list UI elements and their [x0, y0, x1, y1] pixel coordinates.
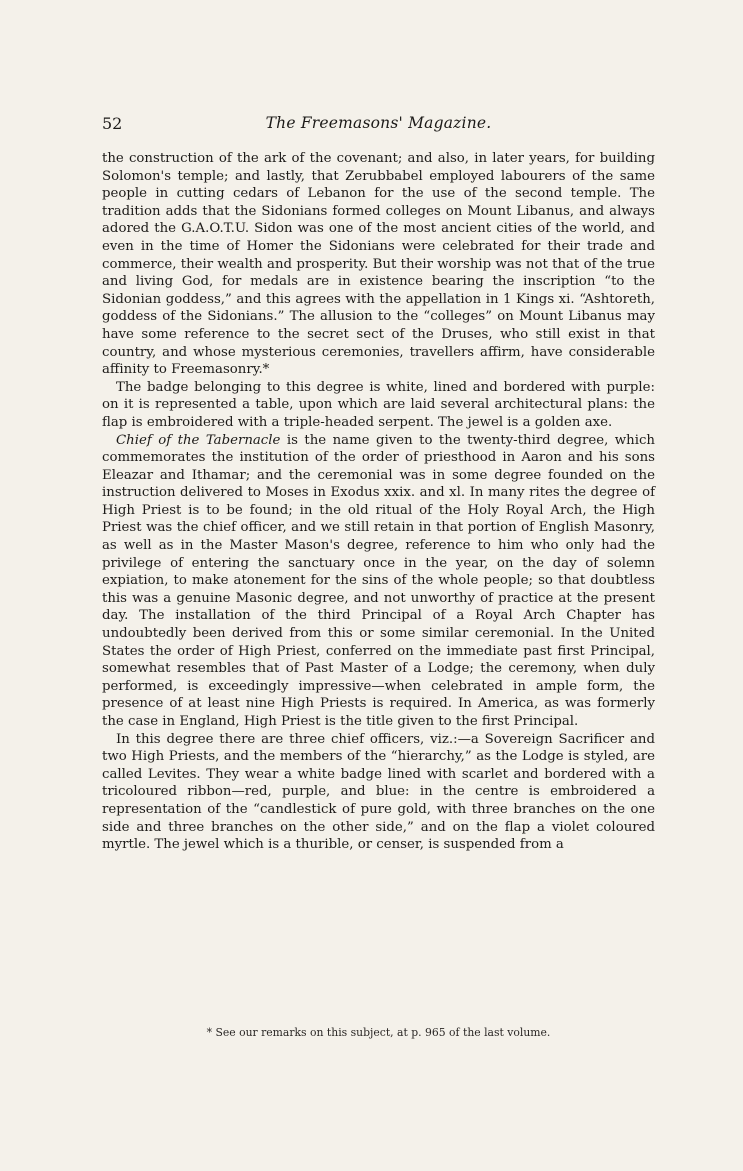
paragraph-text: the construction of the ark of the covenant; and also, in later years, for building Solomon's temple; and lastly, that Zerubbabel employed labourers of the same people in cutting cedars of Lebanon for the use of the second temple. The tradition adds that the Sidonians formed colleges on Mount Libanus, and always adored the G.A.O.T.U. Sidon was one of the most ancient cities of the world, and even in the time of Homer the Sidonians were celebrated for their trade and commerce, their wealth and prosperity. But their worship was not that of the true and living God, for medals are in existence bearing the inscription “to the Sidonian goddess,” and this agrees with the appellation in 1 Kings xi. “Ashtoreth, goddess of the Sidonians.” The allusion to the “colleges” on Mount Libanus may have some reference to the secret sect of the Druses, who still exist in that country, and whose mysterious ceremonies, travellers affirm, have considerable affinity to Freemasonry.*: [102, 151, 655, 378]
article-body: [102, 150, 655, 854]
paragraph-text: The badge belonging to this degree is white, lined and bordered with purple: on it is represented a table, upon which are laid several architectural plans: the flap is embroidered with a triple-headed serpent. The jewel is a golden axe.: [102, 379, 655, 430]
paragraph: [102, 731, 655, 854]
paragraph-lead: Chief of the Tabernacle: [116, 432, 281, 448]
page-header: [102, 114, 655, 138]
running-title: The Freemasons' Magazine.: [265, 114, 492, 132]
paragraph-text: In this degree there are three chief officers, viz.:—a Sovereign Sacrificer and two High Priests, and the members of the “hierarchy,” as the Lodge is styled, are called Levites. They wear a white badge lined with scarlet and bordered with a tricoloured ribbon—red, purple, and blue: in the centre is embroidered a representation of the “candlestick of pure gold, with three branches on the one side and three branches on the other side,” and on the flap a violet coloured myrtle. The jewel which is a thurible, or censer, is suspended from a: [102, 731, 655, 853]
paragraph: [102, 379, 655, 432]
paragraph-text: is the name given to the twenty-third degree, which commemorates the institution of the order of priesthood in Aaron and his sons Eleazar and Ithamar; and the ceremonial was in some degree founded on the instruction delivered to Moses in Exodus xxix. and xl. In many rites the degree of High Priest is to be found; in the old ritual of the Holy Royal Arch, the High Priest was the chief officer, and we still retain in that portion of English Masonry, as well as in the Master Mason's degree, reference to him who only had the privilege of entering the sanctuary once in the year, on the day of solemn expiation, to make atonement for the sins of the whole people; so that doubtless this was a genuine Masonic degree, and not unworthy of practice at the present day. The installation of the third Principal of a Royal Arch Chapter has undoubtedly been derived from this or some similar ceremonial. In the United States the order of High Priest, conferred on the immediate past first Principal, somewhat resembles that of Past Master of a Lodge; the ceremony, when duly performed, is exceedingly impressive—when celebrated in ample form, the presence of at least nine High Priests is required. In America, as was formerly the case in England, High Priest is the title given to the first Principal.: [102, 432, 656, 729]
paragraph: [102, 150, 655, 379]
footnote: * See our remarks on this subject, at p. 965 of the last volume.: [206, 1026, 551, 1039]
page-number: 52: [102, 114, 123, 133]
paragraph: [102, 432, 655, 731]
